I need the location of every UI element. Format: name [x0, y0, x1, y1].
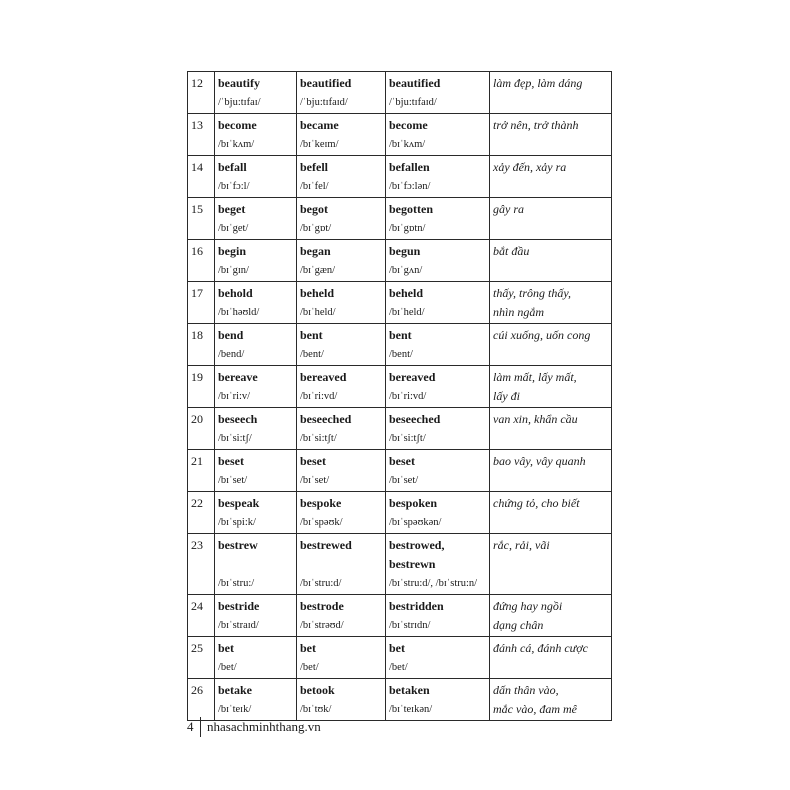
past-simple: begot: [300, 202, 328, 216]
past-simple: bereaved: [300, 370, 347, 384]
meaning-cell: [490, 408, 612, 450]
past-simple-pronunciation: /bɪˈspəʊk/: [300, 517, 343, 528]
meaning-line: trở nên, trở thành: [493, 118, 579, 132]
meaning-cell: [490, 679, 612, 721]
row-number: 23: [188, 534, 215, 595]
past-participle-cell: [386, 450, 490, 492]
base-form-cell: [215, 324, 297, 366]
base-form-cell: [215, 156, 297, 198]
base-form: beautify: [218, 76, 260, 90]
base-pronunciation: /bet/: [218, 662, 237, 673]
past-participle-pronunciation: /bɪˈri:vd/: [389, 391, 427, 402]
past-participle: bet: [389, 641, 405, 655]
meaning-cell: [490, 156, 612, 198]
past-participle: bespoken: [389, 496, 438, 510]
past-simple: betook: [300, 683, 335, 697]
past-simple-cell: [297, 240, 386, 282]
table-row: [188, 408, 612, 450]
past-participle: betaken: [389, 683, 430, 697]
meaning-line: chứng tỏ, cho biết: [493, 496, 580, 510]
table-row: [188, 72, 612, 114]
past-simple-cell: [297, 198, 386, 240]
past-participle-pronunciation: /bɪˈkʌm/: [389, 139, 426, 150]
base-form-cell: [215, 198, 297, 240]
base-form-cell: [215, 595, 297, 637]
base-pronunciation: /ˈbju:tɪfaɪ/: [218, 97, 261, 108]
past-simple-pronunciation: /bɪˈgɒt/: [300, 223, 332, 234]
meaning-cell: [490, 72, 612, 114]
row-number: 19: [188, 366, 215, 408]
base-pronunciation: /bɪˈstraɪd/: [218, 620, 259, 631]
base-pronunciation: /bɪˈspi:k/: [218, 517, 256, 528]
base-pronunciation: /bɪˈfɔ:l/: [218, 181, 250, 192]
meaning-line: van xin, khẩn cầu: [493, 412, 578, 426]
base-pronunciation: /bɪˈteɪk/: [218, 704, 252, 715]
past-simple-pronunciation: /bɪˈtʊk/: [300, 704, 332, 715]
meaning-line: dạng chân: [493, 618, 544, 632]
past-simple: bestrode: [300, 599, 344, 613]
past-participle-pronunciation: /bɪˈteɪkən/: [389, 704, 433, 715]
row-number: 21: [188, 450, 215, 492]
past-participle: begotten: [389, 202, 433, 216]
past-participle-cell: [386, 72, 490, 114]
base-form-cell: [215, 492, 297, 534]
past-participle-pronunciation: /bɪˈstru:d/, /bɪˈstru:n/: [389, 578, 478, 589]
meaning-line: lấy đi: [493, 389, 520, 403]
base-form-cell: [215, 408, 297, 450]
base-form: bestride: [218, 599, 260, 613]
past-simple: bestrewed: [300, 538, 352, 552]
past-participle-cell: [386, 637, 490, 679]
footer-site: nhasachminhthang.vn: [207, 719, 321, 734]
base-form-cell: [215, 114, 297, 156]
table-row: [188, 240, 612, 282]
past-participle-pronunciation: /bɪˈspəʊkən/: [389, 517, 442, 528]
past-simple-cell: [297, 282, 386, 324]
past-participle-pronunciation: /bɪˈgʌn/: [389, 265, 423, 276]
meaning-cell: [490, 282, 612, 324]
past-participle-cell: [386, 282, 490, 324]
past-participle: beautified: [389, 76, 441, 90]
meaning-cell: [490, 595, 612, 637]
past-simple-cell: [297, 679, 386, 721]
base-form: befall: [218, 160, 247, 174]
base-form-cell: [215, 282, 297, 324]
base-form-cell: [215, 534, 297, 595]
past-simple-cell: [297, 534, 386, 595]
base-form: bend: [218, 328, 244, 342]
past-participle: beseeched: [389, 412, 441, 426]
past-simple: beheld: [300, 286, 335, 300]
meaning-cell: [490, 450, 612, 492]
table-row: [188, 366, 612, 408]
past-participle: beset: [389, 454, 415, 468]
past-simple: beseeched: [300, 412, 352, 426]
past-simple: bent: [300, 328, 323, 342]
past-participle-pronunciation: /bɪˈsi:tʃt/: [389, 433, 426, 444]
meaning-cell: [490, 534, 612, 595]
past-participle-cell: [386, 492, 490, 534]
row-number: 17: [188, 282, 215, 324]
base-pronunciation: /bɪˈhəʊld/: [218, 307, 260, 318]
past-simple: beautified: [300, 76, 352, 90]
base-form-cell: [215, 679, 297, 721]
base-form-cell: [215, 72, 297, 114]
past-participle-pronunciation: /bɪˈgɒtn/: [389, 223, 426, 234]
past-simple-cell: [297, 72, 386, 114]
meaning-cell: [490, 198, 612, 240]
meaning-line: đứng hay ngồi: [493, 599, 563, 613]
base-pronunciation: /bɪˈri:v/: [218, 391, 251, 402]
past-participle-pronunciation: /ˈbju:tɪfaɪd/: [389, 97, 437, 108]
past-participle-cell: [386, 324, 490, 366]
past-simple-cell: [297, 366, 386, 408]
table-row: [188, 492, 612, 534]
row-number: 26: [188, 679, 215, 721]
meaning-line: bao vây, vây quanh: [493, 454, 586, 468]
row-number: 20: [188, 408, 215, 450]
past-simple-cell: [297, 450, 386, 492]
past-participle: befallen: [389, 160, 430, 174]
row-number: 16: [188, 240, 215, 282]
table-row: [188, 450, 612, 492]
table-row: [188, 534, 612, 595]
past-participle-pronunciation: /bɪˈstrɪdn/: [389, 620, 431, 631]
meaning-cell: [490, 637, 612, 679]
past-simple: befell: [300, 160, 328, 174]
past-participle-cell: [386, 534, 490, 595]
base-form: behold: [218, 286, 253, 300]
row-number: 25: [188, 637, 215, 679]
past-simple-pronunciation: /bɪˈstrəʊd/: [300, 620, 344, 631]
past-simple: bet: [300, 641, 316, 655]
meaning-line: thấy, trông thấy,: [493, 286, 571, 300]
past-simple-pronunciation: /bɪˈfel/: [300, 181, 329, 192]
base-pronunciation: /bɪˈkʌm/: [218, 139, 255, 150]
past-simple-cell: [297, 492, 386, 534]
row-number: 22: [188, 492, 215, 534]
row-number: 18: [188, 324, 215, 366]
past-participle-cell: [386, 408, 490, 450]
base-form: beseech: [218, 412, 258, 426]
meaning-line: rắc, rải, vãi: [493, 538, 550, 552]
base-form-cell: [215, 240, 297, 282]
past-participle: begun: [389, 244, 421, 258]
table-row: [188, 595, 612, 637]
meaning-line: làm đẹp, làm dáng: [493, 76, 583, 90]
footer-divider: [200, 717, 202, 737]
past-simple-pronunciation: /bɪˈkeɪm/: [300, 139, 339, 150]
table-row: [188, 282, 612, 324]
base-form: bespeak: [218, 496, 260, 510]
past-simple: beset: [300, 454, 326, 468]
meaning-cell: [490, 114, 612, 156]
past-participle-cell: [386, 240, 490, 282]
past-participle-pronunciation: /bɪˈfɔ:lən/: [389, 181, 431, 192]
base-pronunciation: /bɪˈstru:/: [218, 578, 255, 589]
row-number: 12: [188, 72, 215, 114]
meaning-line: cúi xuống, uốn cong: [493, 328, 591, 342]
meaning-cell: [490, 366, 612, 408]
past-simple-pronunciation: /bɪˈstru:d/: [300, 578, 342, 589]
table-row: [188, 679, 612, 721]
base-form: become: [218, 118, 257, 132]
past-simple-cell: [297, 324, 386, 366]
meaning-line: nhìn ngắm: [493, 305, 544, 319]
past-participle-pronunciation: /bet/: [389, 662, 408, 673]
irregular-verbs-table: [187, 71, 612, 721]
past-participle: bestrowed,: [389, 538, 445, 552]
base-form-cell: [215, 366, 297, 408]
meaning-line: mắc vào, đam mê: [493, 702, 577, 716]
past-participle-cell: [386, 156, 490, 198]
meaning-line: dấn thân vào,: [493, 683, 559, 697]
row-number: 15: [188, 198, 215, 240]
base-form: beget: [218, 202, 246, 216]
past-simple-cell: [297, 637, 386, 679]
past-participle-pronunciation: /bent/: [389, 349, 413, 360]
past-simple-pronunciation: /bet/: [300, 662, 319, 673]
past-participle: bereaved: [389, 370, 436, 384]
table-body: [188, 72, 612, 721]
past-simple-cell: [297, 114, 386, 156]
past-simple-pronunciation: /bɪˈset/: [300, 475, 330, 486]
table-row: [188, 324, 612, 366]
base-form-cell: [215, 450, 297, 492]
past-simple-pronunciation: /bɪˈri:vd/: [300, 391, 338, 402]
past-participle: bent: [389, 328, 412, 342]
table-row: [188, 114, 612, 156]
past-participle: bestridden: [389, 599, 444, 613]
past-simple: became: [300, 118, 339, 132]
past-participle-pronunciation: /bɪˈset/: [389, 475, 419, 486]
meaning-line: xảy đến, xảy ra: [493, 160, 567, 174]
past-simple-pronunciation: /bɪˈsi:tʃt/: [300, 433, 337, 444]
past-simple-pronunciation: /bɪˈheld/: [300, 307, 336, 318]
past-simple-pronunciation: /ˈbju:tɪfaɪd/: [300, 97, 348, 108]
row-number: 14: [188, 156, 215, 198]
past-participle-pronunciation: /bɪˈheld/: [389, 307, 425, 318]
past-simple: bespoke: [300, 496, 342, 510]
base-pronunciation: /bend/: [218, 349, 245, 360]
past-participle-cell: [386, 679, 490, 721]
base-pronunciation: /bɪˈsi:tʃ/: [218, 433, 252, 444]
base-form: betake: [218, 683, 252, 697]
base-form: begin: [218, 244, 247, 258]
base-form: bet: [218, 641, 234, 655]
past-participle-cell: [386, 595, 490, 637]
past-simple: began: [300, 244, 331, 258]
meaning-cell: [490, 492, 612, 534]
base-form: bestrew: [218, 538, 258, 552]
past-simple-cell: [297, 156, 386, 198]
page-footer: [187, 717, 321, 737]
table-row: [188, 637, 612, 679]
base-pronunciation: /bɪˈgɪn/: [218, 265, 249, 276]
base-pronunciation: /bɪˈset/: [218, 475, 248, 486]
past-participle-alt: bestrewn: [389, 557, 436, 571]
row-number: 24: [188, 595, 215, 637]
meaning-line: đánh cá, đánh cược: [493, 641, 588, 655]
base-pronunciation: /bɪˈget/: [218, 223, 249, 234]
past-simple-cell: [297, 408, 386, 450]
meaning-line: bắt đầu: [493, 244, 530, 258]
table-row: [188, 156, 612, 198]
table-row: [188, 198, 612, 240]
past-simple-cell: [297, 595, 386, 637]
row-number: 13: [188, 114, 215, 156]
base-form-cell: [215, 637, 297, 679]
past-participle: beheld: [389, 286, 424, 300]
past-simple-pronunciation: /bent/: [300, 349, 324, 360]
base-form: bereave: [218, 370, 258, 384]
meaning-cell: [490, 240, 612, 282]
meaning-cell: [490, 324, 612, 366]
past-participle: become: [389, 118, 428, 132]
meaning-line: làm mất, lấy mất,: [493, 370, 577, 384]
past-participle-cell: [386, 198, 490, 240]
base-form: beset: [218, 454, 244, 468]
past-simple-pronunciation: /bɪˈgæn/: [300, 265, 336, 276]
page-number: 4: [187, 719, 194, 734]
meaning-line: gây ra: [493, 202, 524, 216]
past-participle-cell: [386, 366, 490, 408]
past-participle-cell: [386, 114, 490, 156]
